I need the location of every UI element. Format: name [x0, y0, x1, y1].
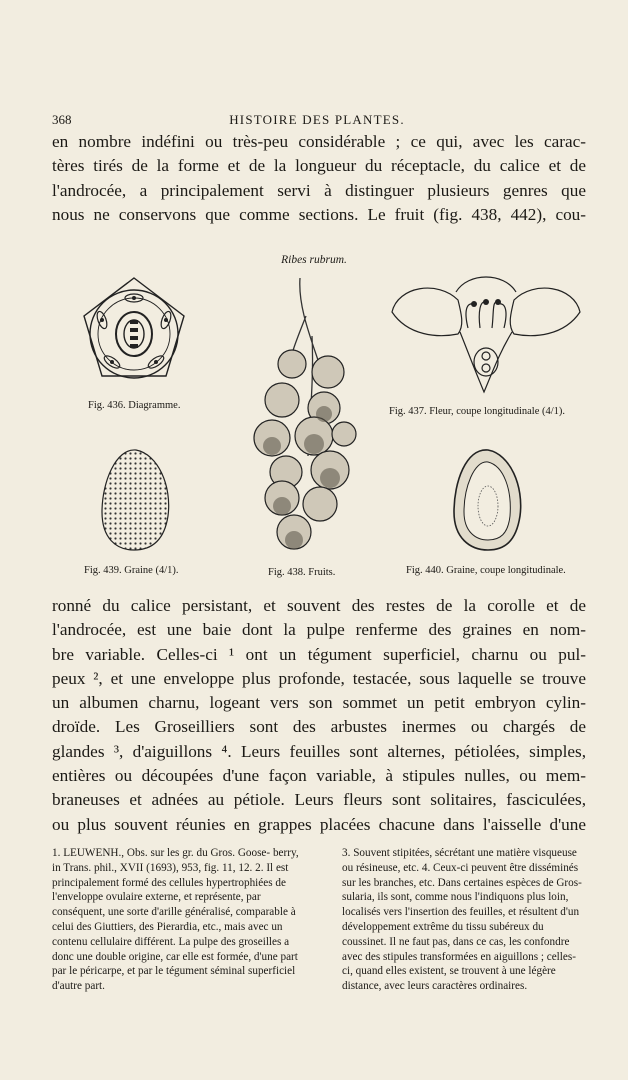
footnote-line: dans ce cas, les confondre avec des stipules — [342, 935, 570, 963]
footnote-line: loin, localisés vers l'insertion des feuilles, — [342, 891, 569, 919]
running-title: HISTOIRE DES PLANTES. — [229, 112, 405, 127]
diagram-illustration — [78, 272, 190, 394]
seed-illustration — [98, 446, 174, 554]
seed-section-illustration — [448, 446, 528, 554]
footnote-line: 4. Ceux-ci peuvent être disséminés sur les — [342, 861, 579, 889]
fruit-cluster-illustration — [250, 276, 360, 552]
text-line: tères tirés de la forme et de la longueur du réceptacle, du calice et de — [52, 156, 586, 176]
text-line: l'androcée, a principalement servi à distinguer plusieurs genres que — [52, 180, 586, 200]
text-line: ou plus souvent réunies en grappes placées chacune dans l'aisselle d'une — [52, 814, 586, 834]
footnote-line: berry, in Trans. phil., XVII (1693), 953, — [52, 847, 299, 874]
caption-fig439: Fig. 439. Graine (4/1). — [84, 565, 179, 576]
text-line: un albumen charnu, logeant vers son sommet un petit embryon cylin- — [52, 693, 586, 713]
footnote-line: tissu subéreux du coussinet. Il ne faut pas, — [342, 920, 544, 948]
footnote-line: double origine, car elle est formée, d'une part — [95, 950, 298, 963]
footnote-line: existent, se trouvent à une légère distance, avec — [342, 965, 556, 993]
footnote-line: et représente, par conséquent, une sorte d'arille — [52, 891, 261, 919]
text-line: peux ², et une enveloppe plus profonde, testacée, sous laquelle se trouve — [52, 668, 586, 688]
page-number: 368 — [52, 112, 72, 127]
text-line: ronné du calice persistant, et souvent des restes de la corolle et de — [52, 596, 586, 615]
caption-fig436: Fig. 436. Diagramme. — [88, 400, 181, 411]
text-line: nous ne conservons que comme sections. Le fruit (fig. 438, 442), cou- — [52, 204, 586, 224]
footnote-line: fig. 11, 12. — [203, 861, 253, 874]
text-line: l'androcée, est une baie dont la pulpe renferme des graines en nom- — [52, 620, 586, 640]
caption-fig437: Fig. 437. Fleur, coupe longitudinale (4/1). — [389, 406, 566, 417]
text-line: glandes ³, d'aiguillons ⁴. Leurs feuilles sont alternes, pétiolées, simples, — [52, 741, 586, 761]
footnote-line: 2. Il est principalement formé des cellules — [52, 861, 289, 889]
footnote-line: différent. La pulpe des groseilles a donc une — [52, 935, 290, 963]
text-line: bre variable. Celles-ci ¹ ont un tégument superficiel, charnu ou pul- — [52, 644, 586, 664]
footnote-line: généralisé, comparable à celui des Giuttiers, des — [52, 906, 296, 933]
figure-title: Ribes rubrum. — [281, 254, 347, 266]
text-line: braneuses et adnées au pétiole. Leurs fleurs sont solitaires, fasciculées, — [52, 790, 586, 810]
text-line: en nombre indéfini ou très-peu considérable ; ce qui, avec les carac- — [52, 132, 586, 151]
footnote-line: visqueuse ou résineuse, etc. — [342, 847, 577, 874]
text-line: droïde. Les Groseilliers sont des arbustes inermes ou chargés de — [52, 717, 586, 737]
paragraph-main — [52, 594, 586, 837]
footnote-line: 3. Souvent stipitées, sécrétant une matière — [342, 847, 530, 859]
footnotes-left-column — [52, 846, 308, 994]
text-line: entières ou découpées d'une façon variable, à stipules nulles, ou mem- — [52, 766, 586, 786]
footnote-line: leurs caractères ordinaires. — [407, 980, 528, 993]
footnote-line: transformées en aiguillons ; celles-ci, quand elles — [342, 950, 576, 978]
footnote-line: par le péricarpe, et par le tégument séminal — [52, 965, 246, 978]
flower-section-illustration — [388, 272, 584, 400]
footnotes-right-column — [342, 846, 586, 994]
caption-fig438: Fig. 438. Fruits. — [268, 567, 336, 578]
footnote-line: sularia, ils sont, comme nous l'indiquons plus — [342, 891, 546, 904]
footnote-line: Pierardia, etc., mais avec un contenu cellulaire — [52, 920, 283, 948]
footnote-line: branches, etc. Dans certaines espèces de Gros- — [373, 876, 582, 889]
footnote-line: hypertrophiées de l'enveloppe ovulaire externe, — [52, 876, 286, 904]
page-header — [52, 112, 582, 130]
footnote-line: 1. LEUWENH., Obs. sur les gr. du Gros. Goose- — [52, 847, 271, 859]
footnote-line: et résultent d'un développement extrême du — [342, 906, 580, 933]
paragraph-top — [52, 130, 586, 227]
caption-fig440: Fig. 440. Graine, coupe longitudinale. — [406, 565, 566, 576]
footnote-line: superficiel d'autre part. — [52, 965, 296, 993]
